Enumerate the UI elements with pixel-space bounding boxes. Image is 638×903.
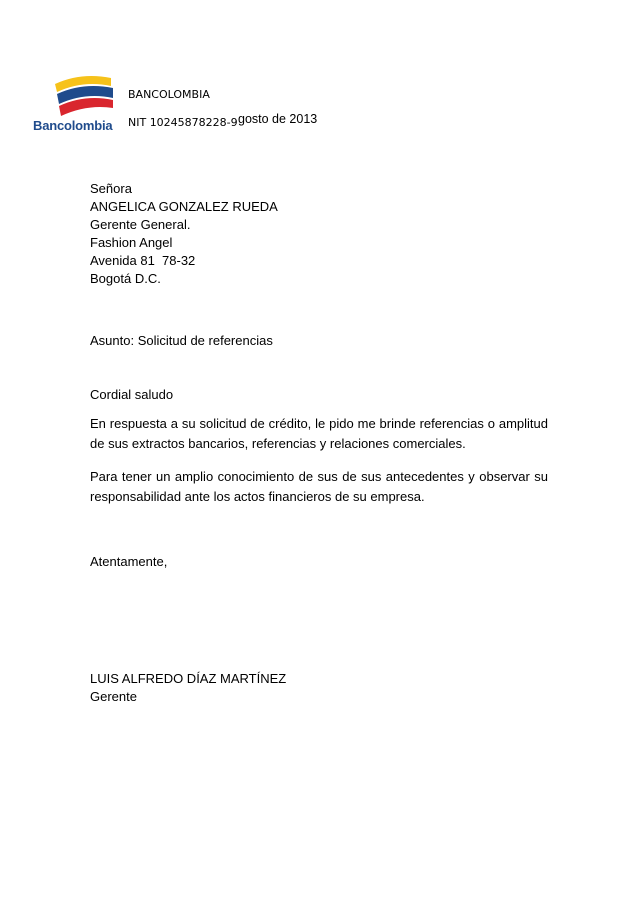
logo-wordmark: Bancolombia [33, 118, 113, 133]
recipient-title: Gerente General. [90, 217, 191, 232]
header-nit: NIT 10245878228-9 [128, 116, 238, 128]
bancolombia-stripes-icon [33, 72, 117, 118]
letter-date: gosto de 2013 [238, 112, 318, 126]
recipient-address: Avenida 81 78-32 [90, 253, 196, 268]
signature-name: LUIS ALFREDO DÍAZ MARTÍNEZ [90, 671, 287, 686]
recipient-name: ANGELICA GONZALEZ RUEDA [90, 199, 278, 214]
letter-subject: Asunto: Solicitud de referencias [90, 333, 273, 348]
letter-greeting: Cordial saludo [90, 387, 174, 402]
bancolombia-logo [33, 72, 117, 136]
recipient-company: Fashion Angel [90, 235, 173, 250]
signature-role: Gerente [90, 689, 137, 704]
body-paragraph-2: Para tener un amplio conocimiento de sus de sus antecedentes y observar su responsabilidad ante los actos financieros de su empresa. [90, 469, 548, 504]
letter-closing: Atentamente, [90, 554, 168, 569]
signature-block [90, 670, 286, 706]
header-company: BANCOLOMBIA [128, 88, 210, 101]
recipient-city: Bogotá D.C. [90, 271, 161, 286]
recipient-block [90, 180, 278, 288]
recipient-salutation: Señora [90, 181, 132, 196]
body-paragraph-1: En respuesta a su solicitud de crédito, le pido me brinde referencias o amplitud de sus extractos bancarios, referencias y relaciones comerciales. [90, 416, 548, 451]
